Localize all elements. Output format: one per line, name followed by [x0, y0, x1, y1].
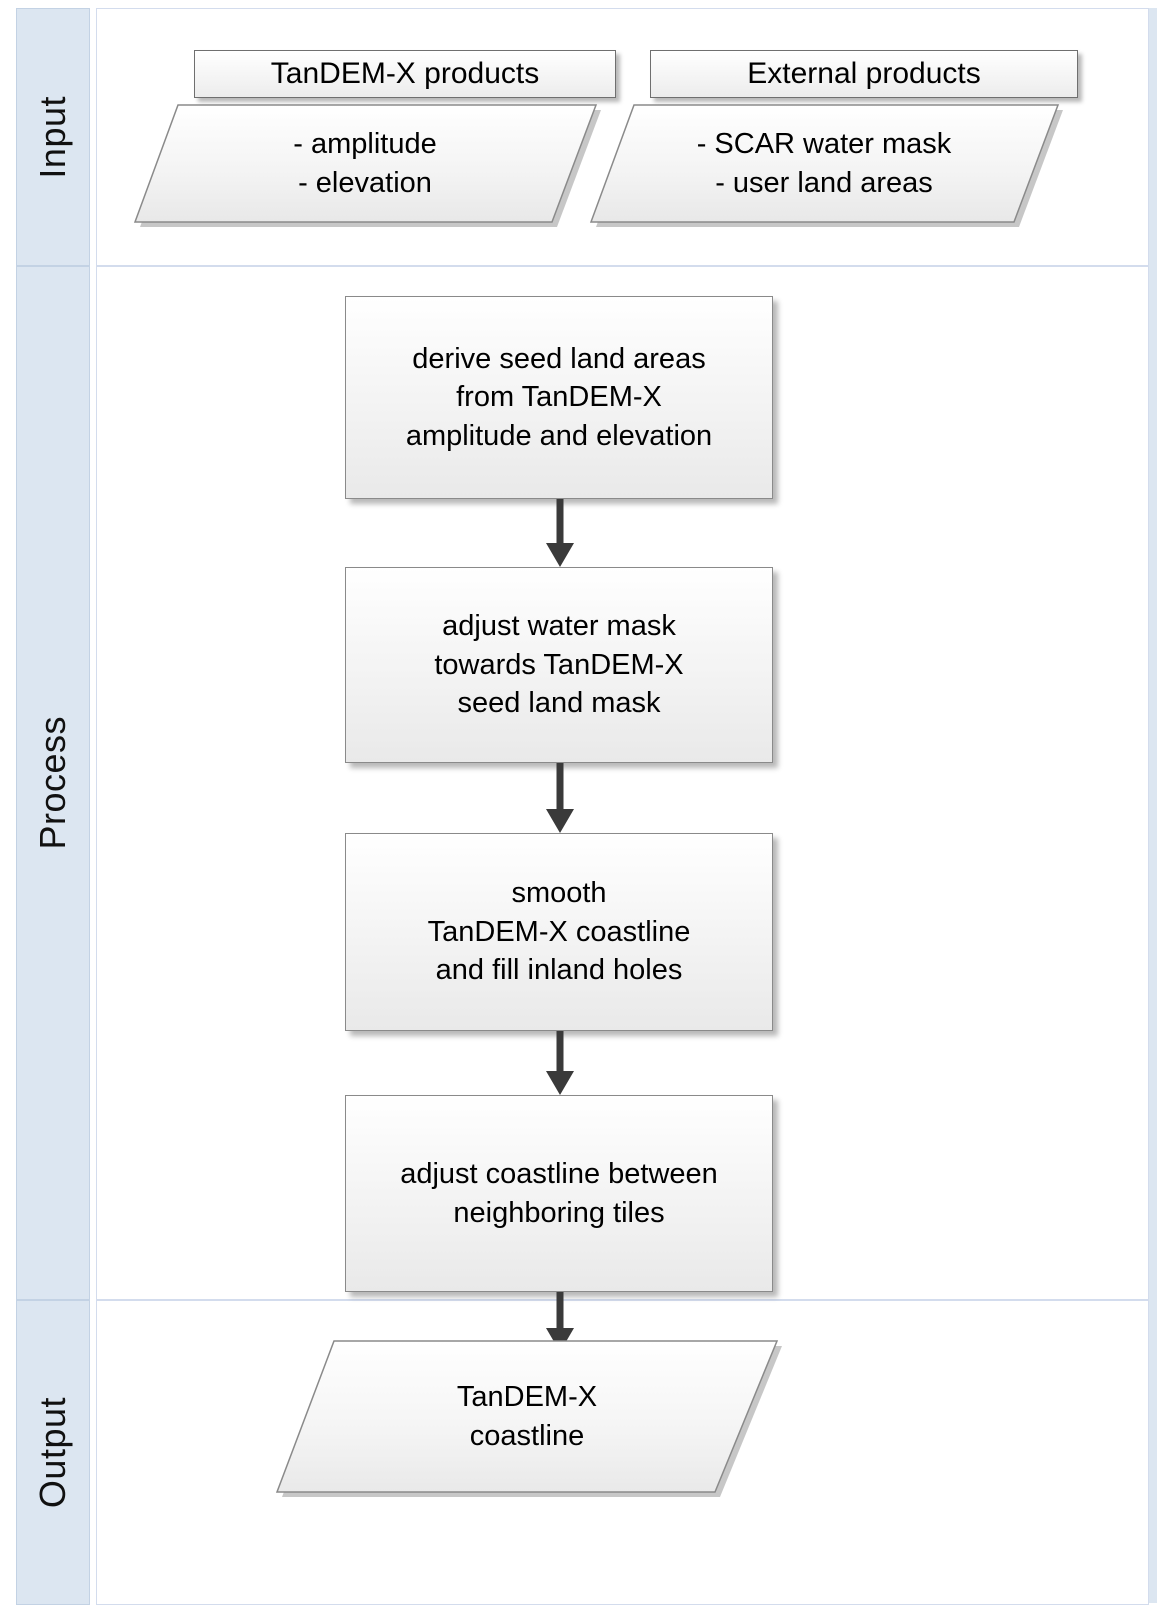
process-step-3-line-0: smooth — [511, 877, 607, 910]
process-step-3-line-2: and fill inland holes — [435, 954, 683, 987]
input-tandemx-item-0: - amplitude — [293, 127, 437, 160]
output-coastline-shape — [272, 1336, 782, 1498]
lane-label-output — [16, 1300, 90, 1605]
input-tandemx-shape — [130, 100, 600, 228]
process-step-4-line-1: neighboring tiles — [453, 1196, 665, 1229]
process-step-3 — [345, 833, 773, 1031]
input-external-title-text: External products — [747, 57, 981, 90]
lane-label-input-text: Input — [32, 95, 73, 179]
input-external-title — [650, 50, 1078, 98]
lane-label-process-text: Process — [32, 716, 73, 850]
input-external-item-0: - SCAR water mask — [696, 127, 952, 160]
output-coastline-line-1: coastline — [469, 1420, 585, 1452]
lane-label-process — [16, 266, 90, 1300]
process-step-2-line-2: seed land mask — [457, 687, 661, 720]
process-step-1-line-2: amplitude and elevation — [405, 419, 713, 452]
input-external-item-1: - user land areas — [715, 167, 933, 199]
process-step-2-line-0: adjust water mask — [442, 610, 676, 643]
process-step-2 — [345, 567, 773, 763]
arrow-step3-to-step4 — [540, 1031, 580, 1097]
input-tandemx-title — [194, 50, 616, 98]
process-step-2-line-1: towards TanDEM-X — [434, 648, 684, 681]
process-step-1-line-0: derive seed land areas — [412, 342, 706, 375]
arrow-step1-to-step2 — [540, 499, 580, 569]
input-tandemx-title-text: TanDEM-X products — [270, 57, 540, 90]
process-step-3-line-1: TanDEM-X coastline — [427, 915, 691, 948]
output-coastline-line-0: TanDEM-X — [456, 1380, 598, 1413]
process-step-4-line-0: adjust coastline between — [400, 1157, 718, 1190]
process-step-4 — [345, 1095, 773, 1292]
arrow-step2-to-step3 — [540, 763, 580, 835]
lane-label-output-text: Output — [32, 1396, 73, 1509]
input-external-shape — [586, 100, 1062, 228]
process-step-1 — [345, 296, 773, 499]
input-tandemx-item-1: - elevation — [298, 167, 432, 199]
lane-label-input — [16, 8, 90, 266]
process-step-1-line-1: from TanDEM-X — [456, 381, 662, 414]
